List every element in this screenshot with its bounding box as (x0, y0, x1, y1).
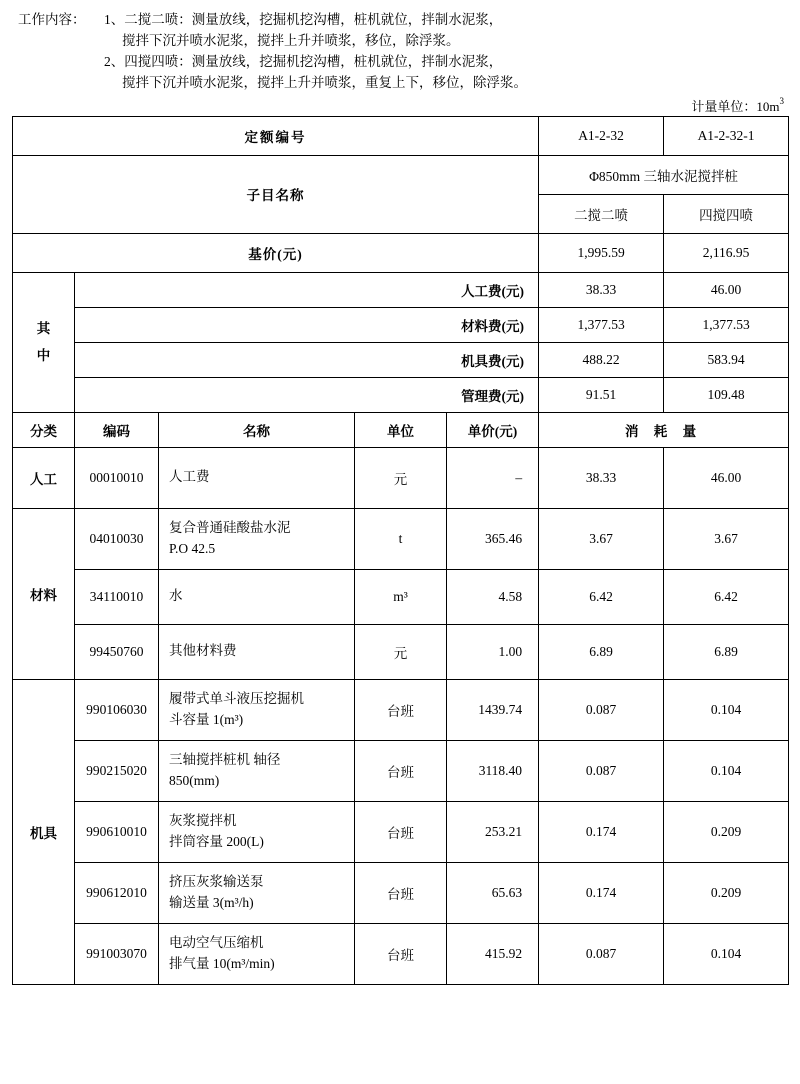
row-item-name-merged (13, 155, 789, 194)
column-header-name: 名称 (159, 412, 355, 447)
quota-code-1: A1-2-32 (539, 116, 664, 155)
row-consumption-2: 3.67 (664, 508, 789, 569)
cost-label-labor: 人工费(元) (75, 272, 539, 307)
row-code: 99450760 (75, 624, 159, 679)
item-name-label: 子目名称 (13, 155, 539, 233)
work-content-lines (104, 10, 788, 94)
work-content-line-2: 搅拌下沉并喷水泥浆，搅拌上升并喷浆，移位，除浮浆。 (122, 32, 460, 48)
column-header-consumption: 消 耗 量 (539, 412, 789, 447)
row-base-price (13, 233, 789, 272)
row-price: 415.92 (447, 923, 539, 984)
row-consumption-2: 6.42 (664, 569, 789, 624)
row-name: 水 (159, 569, 355, 624)
row-name-line-2: 排气量 10(m³/min) (169, 955, 275, 971)
cost-label-management: 管理费(元) (75, 377, 539, 412)
cost-label-machinery: 机具费(元) (75, 342, 539, 377)
row-quota-no (13, 116, 789, 155)
among-label-char-1: 其 (36, 321, 51, 337)
row-price: 1439.74 (447, 679, 539, 740)
table-row (13, 740, 789, 801)
row-unit: t (355, 508, 447, 569)
column-header-price: 单价(元) (447, 412, 539, 447)
work-content-line-4: 搅拌下沉并喷水泥浆，搅拌上升并喷浆，重复上下，移位，除浮浆。 (122, 74, 527, 90)
row-name-line-1: 复合普通硅酸盐水泥 (169, 519, 291, 535)
row-name (159, 862, 355, 923)
measure-unit-label: 计量单位：10m (691, 98, 780, 114)
cost-label-material: 材料费(元) (75, 307, 539, 342)
row-cost-machinery (13, 342, 789, 377)
item-name-merged: Φ850mm 三轴水泥搅拌桩 (539, 155, 789, 194)
row-consumption-1: 3.67 (539, 508, 664, 569)
among-label (13, 272, 75, 412)
row-name (159, 679, 355, 740)
quota-table (12, 116, 789, 985)
row-consumption-2: 0.209 (664, 801, 789, 862)
row-column-headers (13, 412, 789, 447)
table-row (13, 923, 789, 984)
table-row (13, 679, 789, 740)
row-price: – (447, 447, 539, 508)
quota-code-2: A1-2-32-1 (664, 116, 789, 155)
row-name (159, 801, 355, 862)
row-code: 990612010 (75, 862, 159, 923)
row-consumption-2: 0.104 (664, 740, 789, 801)
row-name-line-1: 电动空气压缩机 (169, 934, 264, 950)
row-unit: 台班 (355, 862, 447, 923)
row-unit: 台班 (355, 740, 447, 801)
row-consumption-2: 46.00 (664, 447, 789, 508)
row-price: 253.21 (447, 801, 539, 862)
row-price: 365.46 (447, 508, 539, 569)
row-consumption-1: 6.89 (539, 624, 664, 679)
row-cost-labor (13, 272, 789, 307)
row-unit: 元 (355, 447, 447, 508)
cost-material-value-1: 1,377.53 (539, 307, 664, 342)
row-consumption-1: 0.087 (539, 740, 664, 801)
row-price: 3118.40 (447, 740, 539, 801)
row-consumption-1: 0.087 (539, 679, 664, 740)
row-consumption-2: 0.209 (664, 862, 789, 923)
measure-unit-line (12, 96, 788, 114)
column-header-unit: 单位 (355, 412, 447, 447)
row-code: 04010030 (75, 508, 159, 569)
cost-machinery-value-1: 488.22 (539, 342, 664, 377)
table-row (13, 624, 789, 679)
row-code: 990215020 (75, 740, 159, 801)
row-code: 991003070 (75, 923, 159, 984)
work-content-label: 工作内容： (18, 12, 86, 27)
row-consumption-2: 0.104 (664, 923, 789, 984)
base-price-value-2: 2,116.95 (664, 233, 789, 272)
row-name-line-1: 三轴搅拌桩机 轴径 (169, 751, 281, 767)
row-cost-management (13, 377, 789, 412)
row-name (159, 740, 355, 801)
row-unit: 台班 (355, 801, 447, 862)
row-code: 990610010 (75, 801, 159, 862)
row-name-line-1: 履带式单斗液压挖掘机 (169, 690, 304, 706)
table-row (13, 862, 789, 923)
row-name-line-2: P.O 42.5 (169, 540, 216, 556)
cost-management-value-2: 109.48 (664, 377, 789, 412)
measure-unit-exponent: 3 (779, 95, 784, 106)
row-consumption-2: 6.89 (664, 624, 789, 679)
work-content-line-1: 1、二搅二喷：测量放线，挖掘机挖沟槽，桩机就位，拌制水泥浆， (104, 12, 503, 27)
row-price: 4.58 (447, 569, 539, 624)
table-row (13, 801, 789, 862)
row-unit: 台班 (355, 923, 447, 984)
row-name-line-2: 输送量 3(m³/h) (169, 894, 254, 910)
row-name-line-2: 850(mm) (169, 772, 220, 788)
row-code: 990106030 (75, 679, 159, 740)
row-unit: 台班 (355, 679, 447, 740)
quota-no-label: 定额编号 (13, 116, 539, 155)
row-consumption-1: 38.33 (539, 447, 664, 508)
row-code: 00010010 (75, 447, 159, 508)
row-name (159, 508, 355, 569)
row-name: 人工费 (159, 447, 355, 508)
category-machinery: 机具 (13, 679, 75, 984)
row-consumption-1: 6.42 (539, 569, 664, 624)
cost-material-value-2: 1,377.53 (664, 307, 789, 342)
row-name: 其他材料费 (159, 624, 355, 679)
work-content-block (12, 10, 788, 94)
row-consumption-1: 0.087 (539, 923, 664, 984)
category-material: 材料 (13, 508, 75, 679)
row-unit: 元 (355, 624, 447, 679)
table-row (13, 447, 789, 508)
row-name-line-2: 斗容量 1(m³) (169, 711, 244, 727)
cost-labor-value-2: 46.00 (664, 272, 789, 307)
among-label-char-2: 中 (36, 348, 51, 364)
base-price-value-1: 1,995.59 (539, 233, 664, 272)
row-price: 65.63 (447, 862, 539, 923)
row-consumption-1: 0.174 (539, 801, 664, 862)
table-row (13, 508, 789, 569)
work-content-line-3: 2、四搅四喷：测量放线，挖掘机挖沟槽，桩机就位，拌制水泥浆， (104, 53, 503, 69)
cost-management-value-1: 91.51 (539, 377, 664, 412)
cost-labor-value-1: 38.33 (539, 272, 664, 307)
item-subname-1: 二搅二喷 (539, 194, 664, 233)
row-unit: m³ (355, 569, 447, 624)
row-name (159, 923, 355, 984)
base-price-label: 基价(元) (13, 233, 539, 272)
row-consumption-2: 0.104 (664, 679, 789, 740)
item-subname-2: 四搅四喷 (664, 194, 789, 233)
row-name-line-2: 拌筒容量 200(L) (169, 833, 264, 849)
cost-machinery-value-2: 583.94 (664, 342, 789, 377)
row-name-line-1: 挤压灰浆输送泵 (169, 873, 264, 889)
row-price: 1.00 (447, 624, 539, 679)
column-header-code: 编码 (75, 412, 159, 447)
row-cost-material (13, 307, 789, 342)
row-consumption-1: 0.174 (539, 862, 664, 923)
row-code: 34110010 (75, 569, 159, 624)
column-header-category: 分类 (13, 412, 75, 447)
category-labor: 人工 (13, 447, 75, 508)
row-name-line-1: 灰浆搅拌机 (169, 812, 237, 828)
table-row (13, 569, 789, 624)
